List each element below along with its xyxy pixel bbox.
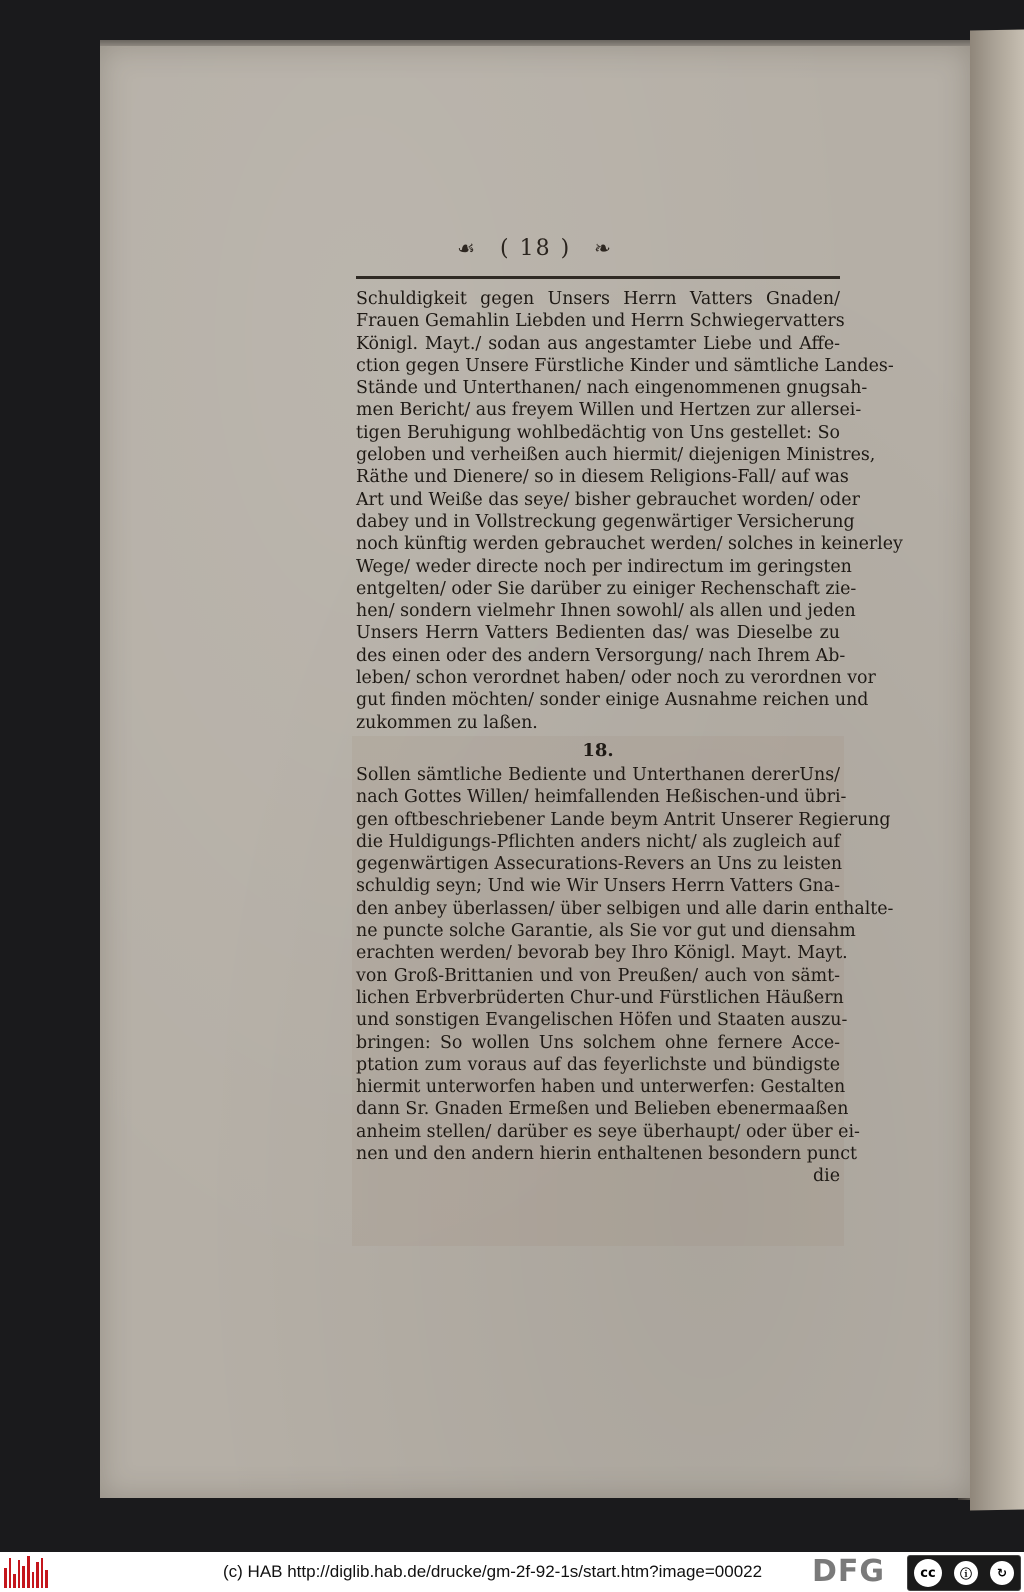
text-line: men Bericht/ aus freyem Willen und Hertzen zur allersei- [356, 400, 862, 421]
text-line: gen oftbeschriebener Lande beym Antrit Unserer Regierung [356, 809, 891, 830]
text-line: ction gegen Unsere Fürstliche Kinder und sämtliche Landes- [356, 355, 894, 376]
text-line: ptation zum voraus auf das feyerlichste und bündigste [356, 1054, 840, 1075]
logo-bar [18, 1560, 21, 1588]
logo-bar [4, 1568, 7, 1588]
text-line: Unsers Herrn Vatters Bedienten das/ was Dieselbe zu [356, 623, 840, 644]
logo-bar [27, 1556, 30, 1588]
text-line: bringen: So wollen Uns solchem ohne fernere Acce- [356, 1032, 840, 1053]
text-line: Königl. Mayt./ sodan aus angestamter Liebe und Affe- [356, 333, 840, 354]
credit-link[interactable]: (c) HAB http://diglib.hab.de/drucke/gm-2f-92-1s/start.htm?image=00022 [223, 1562, 763, 1581]
text-line: des einen oder des andern Versorgung/ nach Ihrem Ab- [356, 645, 846, 666]
book-edge [970, 30, 1024, 1511]
text-line: entgelten/ oder Sie darüber zu einiger Rechenschaft zie- [356, 578, 857, 599]
text-line: dabey und in Vollstreckung gegenwärtiger Versicherung [356, 511, 855, 532]
cc-license-badge[interactable] [907, 1555, 1021, 1591]
text-line: Räthe und Dienere/ so in diesem Religions-Fall/ auf was [356, 467, 849, 488]
text-line: zukommen zu laßen. [356, 712, 538, 733]
ornament-right-icon: ❧ [594, 236, 613, 260]
text-line: ne puncte solche Garantie, als Sie vor gut und diensahm [356, 921, 856, 942]
by-icon: ⓘ [954, 1561, 978, 1585]
paragraph-17-continued [356, 288, 903, 734]
text-line: gut finden möchten/ sonder einige Ausnahme reichen und [356, 690, 869, 711]
logo-bar [32, 1572, 35, 1588]
text-line: nen und den andern hierin enthaltenen besondern punct [356, 1143, 857, 1164]
text-line: gegenwärtigen Assecurations-Revers an Uns zu leisten [356, 854, 843, 875]
section-number: 18. [582, 739, 614, 761]
text-line: hen/ sondern vielmehr Ihnen sowohl/ als allen und jeden [356, 601, 856, 622]
text-line: Frauen Gemahlin Liebden und Herrn Schwiegervatters [356, 311, 845, 332]
sa-icon: ↻ [990, 1561, 1014, 1585]
text-line: von Groß-Brittanien und von Preußen/ auch von sämt- [356, 965, 840, 986]
text-line: die Huldigungs-Pflichten anders nicht/ als zugleich auf [356, 831, 841, 852]
logo-bar [9, 1558, 12, 1588]
text-line: lichen Erbverbrüderten Chur-und Fürstlichen Häußern [356, 987, 844, 1008]
logo-bar [36, 1562, 39, 1588]
page-header [100, 236, 970, 261]
text-line: Sollen sämtliche Bediente und Unterthanen dererUns/ [356, 764, 840, 785]
text-line: noch künftig werden gebrauchet werden/ solches in keinerley [356, 534, 903, 555]
text-line: anheim stellen/ darüber es seye überhaupt/ oder über ei- [356, 1121, 860, 1142]
body-text [356, 288, 903, 1188]
page-number: ( 18 ) [500, 236, 572, 261]
logo-bar [13, 1574, 16, 1588]
text-line: nach Gottes Willen/ heimfallenden Heßischen-und übri- [356, 787, 847, 808]
text-line: leben/ schon verordnet haben/ oder noch zu verordnen vor [356, 668, 876, 689]
cc-icon: cc [914, 1559, 942, 1587]
text-line: und sonstigen Evangelischen Höfen und Staaten auszu- [356, 1010, 848, 1031]
text-line: hiermit unterworfen haben und unterwerfen: Gestalten [356, 1077, 846, 1098]
hab-logo-icon[interactable] [4, 1556, 48, 1588]
catchword: die [813, 1166, 840, 1187]
scanned-page [100, 46, 970, 1498]
text-line: Stände und Unterthanen/ nach eingenommenen gnugsah- [356, 378, 868, 399]
logo-bar [22, 1566, 25, 1588]
paragraph-18 [356, 764, 894, 1165]
ornament-left-icon: ☙ [457, 236, 477, 260]
logo-bar [41, 1558, 44, 1588]
text-line: schuldig seyn; Und wie Wir Unsers Herrn Vatters Gna- [356, 876, 840, 897]
text-line: erachten werden/ bevorab bey Ihro Königl. Mayt. Mayt. [356, 943, 848, 964]
logo-bar [45, 1570, 48, 1588]
header-rule [356, 276, 840, 279]
text-line: geloben und verheißen auch hiermit/ diejenigen Ministres, [356, 445, 876, 466]
text-line: Wege/ weder directe noch per indirectum im geringsten [356, 556, 852, 577]
text-line: tigen Beruhigung wohlbedächtig von Uns gestellet: So [356, 422, 840, 443]
text-line: Art und Weiße das seye/ bisher gebrauchet worden/ oder [356, 489, 860, 510]
dfg-logo[interactable]: DFG [812, 1554, 886, 1589]
text-line: dann Sr. Gnaden Ermeßen und Belieben ebenermaaßen [356, 1099, 849, 1120]
text-line: den anbey überlassen/ über selbigen und alle darin enthalte- [356, 898, 894, 919]
text-line: Schuldigkeit gegen Unsers Herrn Vatters Gnaden/ [356, 289, 840, 309]
footer-bar [0, 1552, 1024, 1592]
